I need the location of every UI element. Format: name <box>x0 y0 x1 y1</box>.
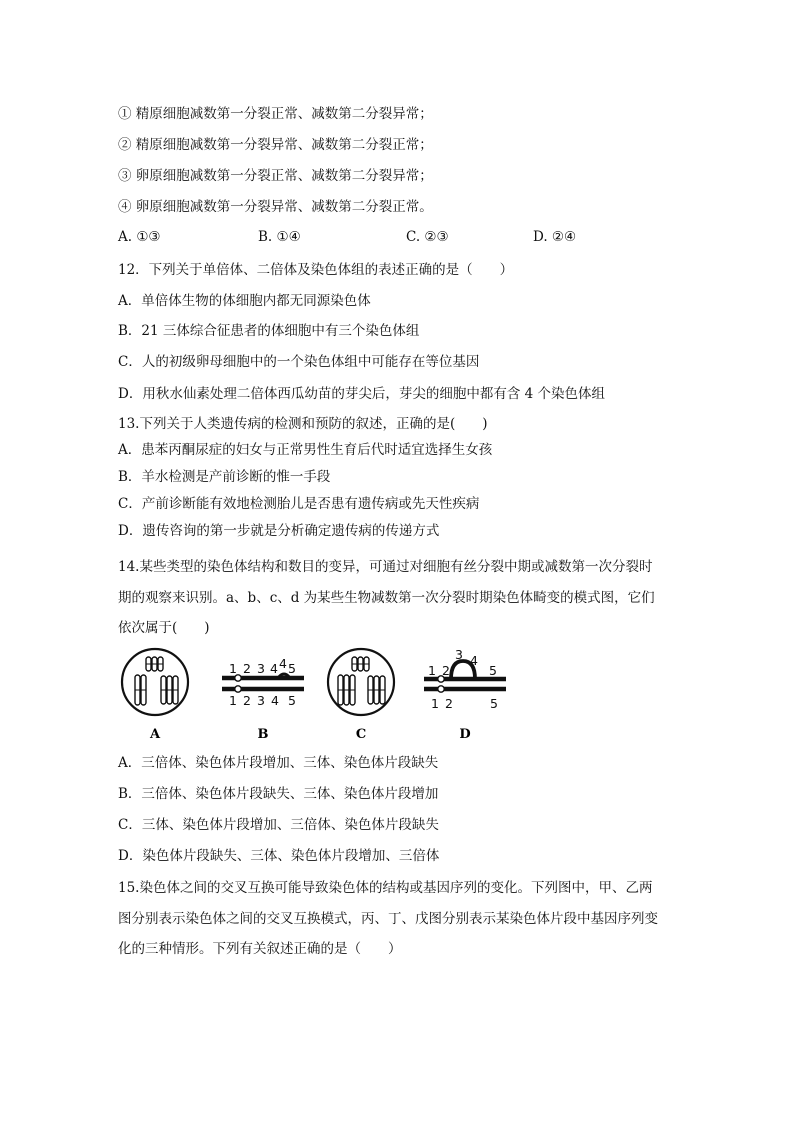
q12-option-c[interactable]: C．人的初级卵母细胞中的一个染色体组中可能存在等位基因 <box>118 354 480 370</box>
q12-option-d[interactable]: D．用秋水仙素处理二倍体西瓜幼苗的芽尖后，芽尖的细胞中都有含 4 个染色体组 <box>118 386 605 402</box>
panel-b-bottom-num: 5 <box>288 693 296 708</box>
q14-option-c[interactable]: C．三体、染色体片段增加、三倍体、染色体片段缺失 <box>118 817 439 833</box>
panel-b-top-num: 2 <box>243 661 251 676</box>
q13-option-a[interactable]: A．患苯丙酮尿症的妇女与正常男性生育后代时适宜选择生女孩 <box>118 442 493 458</box>
q13-stem: 13.下列关于人类遗传病的检测和预防的叙述，正确的是( ) <box>118 416 488 432</box>
q14-option-b[interactable]: B．三倍体、染色体片段缺失、三体、染色体片段增加 <box>118 786 439 802</box>
panel-b-top-num: 1 <box>229 661 237 676</box>
panel-b-label: B <box>257 727 269 742</box>
q11-item-4: ④ 卵原细胞减数第一分裂异常、减数第二分裂正常。 <box>118 199 433 215</box>
panel-d-label: D <box>459 727 471 742</box>
q11-option-c[interactable]: C. ②③ <box>406 229 449 245</box>
panel-b-bottom-num: 3 <box>257 693 265 708</box>
panel-c-cell <box>328 649 394 715</box>
chromosome-aberration-diagram <box>118 645 518 755</box>
panel-a-label: A <box>149 727 161 742</box>
q14-option-a[interactable]: A．三倍体、染色体片段增加、三体、染色体片段缺失 <box>118 755 439 771</box>
q11-option-a[interactable]: A. ①③ <box>118 229 161 245</box>
panel-d-top-num: 2 <box>442 663 450 678</box>
panel-d-top-num: 3 <box>455 647 463 662</box>
panel-b-top-num: 4 <box>279 656 287 671</box>
panel-b-top-num: 4 <box>270 661 278 676</box>
panel-b-top-num: 5 <box>288 661 296 676</box>
panel-d-top-num: 1 <box>428 663 436 678</box>
q14-stem-line-2: 期的观察来识别。a、b、c、d 为某些生物减数第一次分裂时期染色体畸变的模式图，它们 <box>118 590 655 606</box>
q14-option-d[interactable]: D．染色体片段缺失、三体、染色体片段增加、三倍体 <box>118 848 440 864</box>
panel-d-bottom-num: 1 <box>431 696 439 711</box>
panel-b-bottom-num: 1 <box>229 693 237 708</box>
q13-option-c[interactable]: C．产前诊断能有效地检测胎儿是否患有遗传病或先天性疾病 <box>118 496 480 512</box>
q13-option-b[interactable]: B．羊水检测是产前诊断的惟一手段 <box>118 469 331 485</box>
panel-d-top-num: 4 <box>470 653 478 668</box>
q15-stem-line-2: 图分别表示染色体之间的交叉互换模式，丙、丁、戊图分别表示某染色体片段中基因序列变 <box>118 911 658 927</box>
q15-stem-line-3: 化的三种情形。下列有关叙述正确的是（ ） <box>118 941 402 957</box>
q12-option-b[interactable]: B．21 三体综合征患者的体细胞中有三个染色体组 <box>118 323 420 339</box>
q14-stem-line-1: 14.某些类型的染色体结构和数目的变异，可通过对细胞有丝分裂中期或减数第一次分裂时 <box>118 559 653 575</box>
panel-b-chromosomes <box>222 674 304 692</box>
q15-stem-line-1: 15.染色体之间的交叉互换可能导致染色体的结构或基因序列的变化。下列图中，甲、乙两 <box>118 880 653 896</box>
panel-a-cell <box>122 649 188 715</box>
panel-b-top-num: 3 <box>257 661 265 676</box>
panel-d-bottom-num: 2 <box>445 696 453 711</box>
q11-options <box>118 229 638 247</box>
panel-c-label: C <box>355 727 367 742</box>
q11-option-d[interactable]: D. ②④ <box>533 229 577 245</box>
q14-figure <box>118 645 518 755</box>
q12-stem: 12．下列关于单倍体、二倍体及染色体组的表述正确的是（ ） <box>118 262 514 278</box>
q14-stem-line-3: 依次属于( ) <box>118 620 210 636</box>
panel-d-top-num: 5 <box>489 663 497 678</box>
q11-option-b[interactable]: B. ①④ <box>258 229 301 245</box>
q11-item-3: ③ 卵原细胞减数第一分裂正常、减数第二分裂异常； <box>118 168 433 184</box>
q11-item-2: ② 精原细胞减数第一分裂异常、减数第二分裂正常； <box>118 137 433 153</box>
q11-item-1: ① 精原细胞减数第一分裂正常、减数第二分裂异常； <box>118 106 433 122</box>
panel-b-bottom-num: 4 <box>271 693 279 708</box>
q13-option-d[interactable]: D．遗传咨询的第一步就是分析确定遗传病的传递方式 <box>118 523 440 539</box>
q12-option-a[interactable]: A．单倍体生物的体细胞内都无同源染色体 <box>118 293 371 309</box>
panel-d-bottom-num: 5 <box>490 696 498 711</box>
panel-b-bottom-num: 2 <box>243 693 251 708</box>
